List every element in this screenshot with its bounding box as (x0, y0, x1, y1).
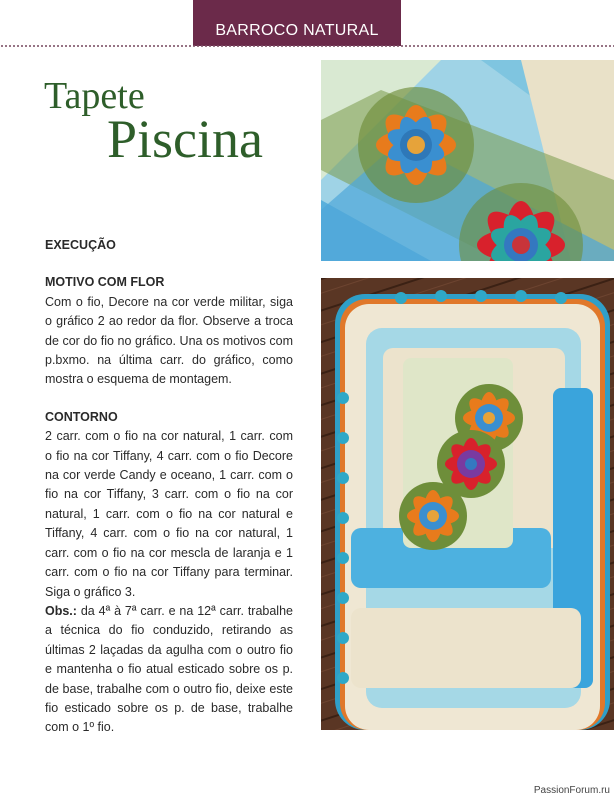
motivo-paragraph: Com o fio, Decore na cor verde militar, siga o gráfico 2 ao redor da flor. Observe a troca de cor do fio no gráfico. Una os motivos com p.bxmo. na última carr. do gráfico, como mostra o esquema de montagem. (45, 294, 293, 387)
contorno-paragraph: 2 carr. com o fio na cor natural, 1 carr. com o fio na cor Tiffany, 4 carr. com o fio Decore na cor verde Candy e oceano, 1 carr. com o fio na cor Tiffany, 3 carr. com o fio na cor natural, 1 carr. com o fio na cor natural e Tiffany, 4 carr. com o fio na cor natural, 1 carr. com o fio na cor mescla de laranja e 1 carr. com o fio na cor Tiffany para terminar. Siga o gráfico 3. (45, 429, 293, 599)
obs-paragraph (45, 602, 293, 738)
title-line-2: Piscina (107, 109, 263, 169)
obs-label: Obs.: (45, 603, 77, 618)
flowers-closeup-illustration (321, 60, 614, 261)
section-header (193, 0, 401, 46)
motivo-heading: MOTIVO COM FLOR (45, 275, 165, 290)
rug-illustration (321, 278, 614, 730)
title-line-1: Tapete (44, 75, 145, 117)
contorno-heading: CONTORNO (45, 409, 118, 424)
instructions-column (45, 236, 293, 738)
photo-rug-full (321, 278, 614, 730)
photo-flowers-closeup (321, 60, 614, 261)
execucao-heading: EXECUÇÃO (45, 238, 116, 252)
dotted-divider (0, 45, 614, 47)
watermark: PassionForum.ru (533, 785, 610, 796)
obs-text: da 4ª à 7ª carr. e na 12ª carr. trabalhe a técnica do fio conduzido, retirando as últimas 2 laçadas da agulha com o outro fio e mantenha o fio atual esticado sobre os p. de base, trabalhe com o outro fio, deixe este fio esticado sobre os p. de base, trabalhe com o 1º fio. (45, 603, 293, 735)
section-title: BARROCO NATURAL (215, 22, 379, 39)
